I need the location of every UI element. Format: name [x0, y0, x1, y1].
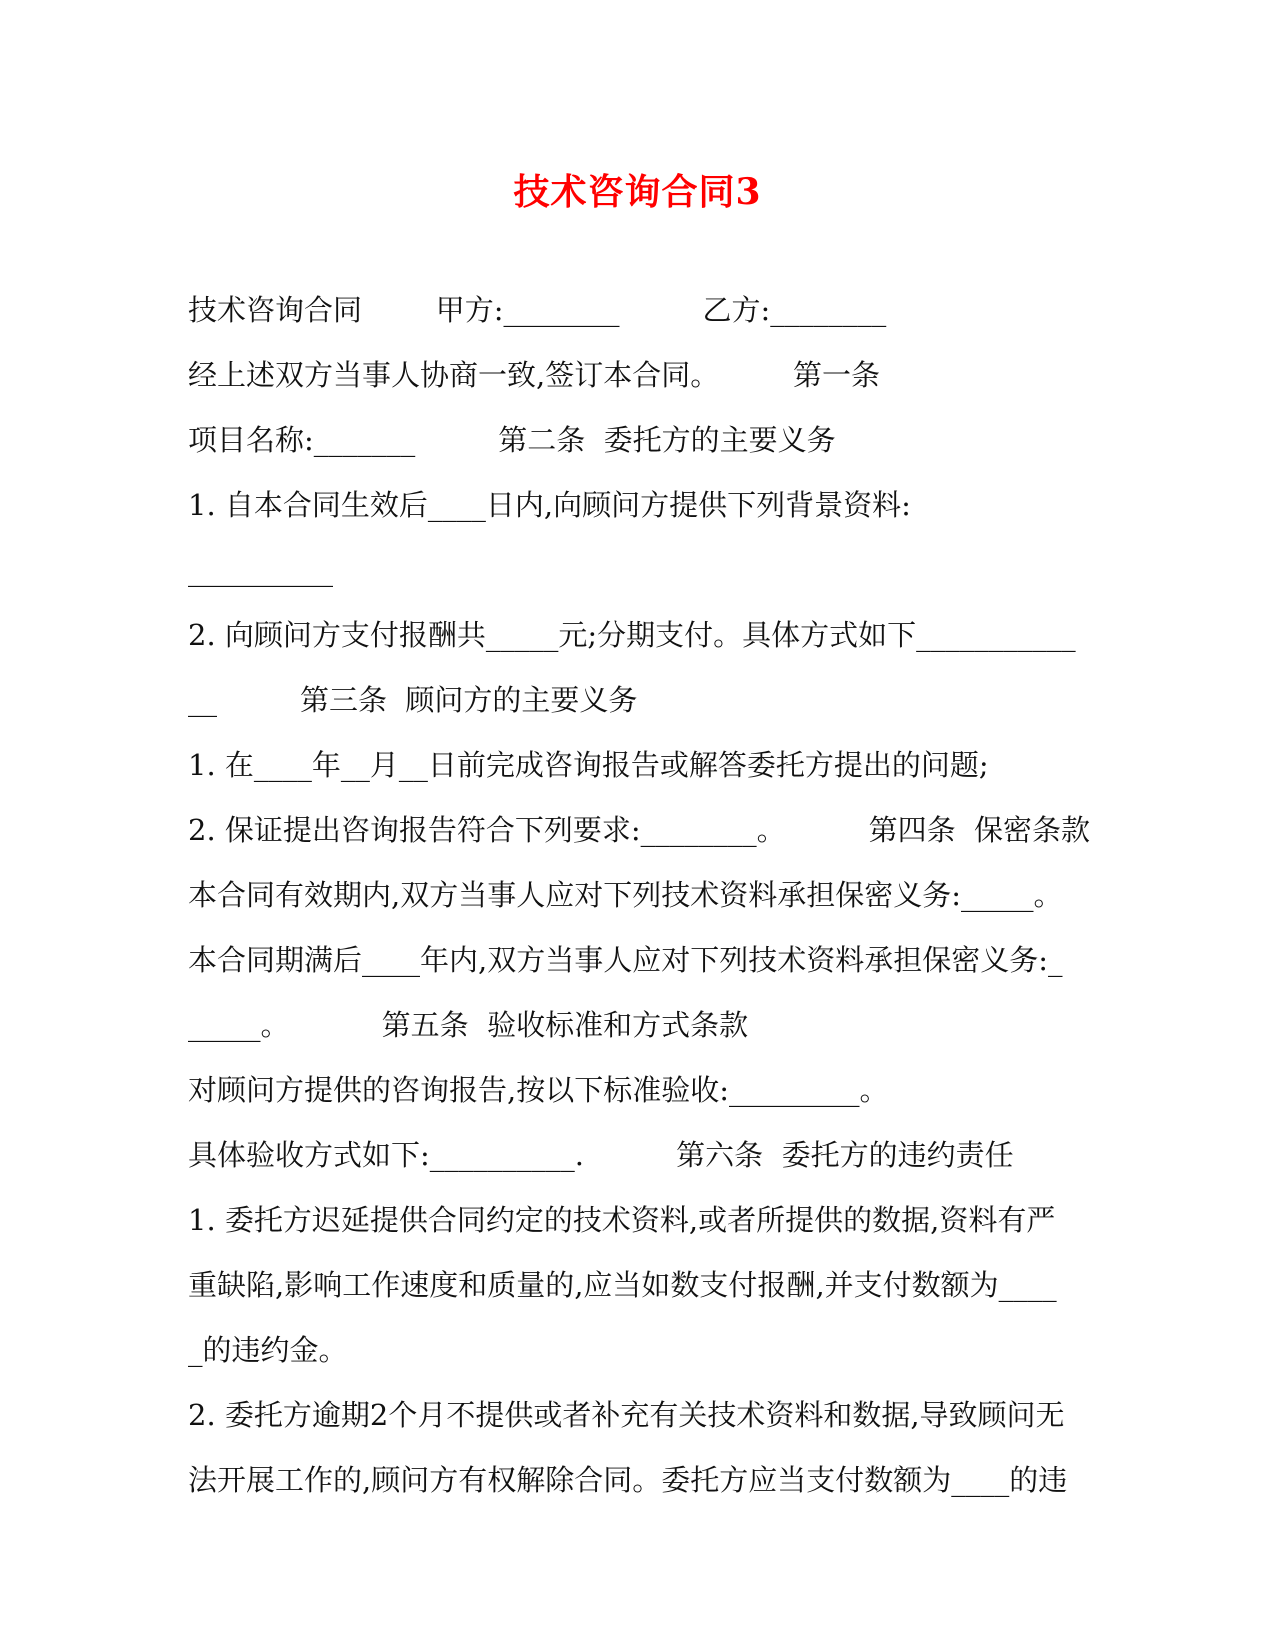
text-line: 1. 在____年__月__日前完成咨询报告或解答委托方提出的问题; — [188, 748, 989, 782]
text-line: 2. 保证提出咨询报告符合下列要求:________。 第四条 保密条款 — [188, 813, 1091, 847]
text-line: 对顾问方提供的咨询报告,按以下标准验收:_________。 — [188, 1073, 889, 1107]
text-line: 2. 向顾问方支付报酬共_____元;分期支付。具体方式如下___________ — [188, 618, 1076, 652]
text-line: 重缺陷,影响工作速度和质量的,应当如数支付报酬,并支付数额为____ — [188, 1268, 1057, 1302]
text-line: 具体验收方式如下:__________. 第六条 委托方的违约责任 — [188, 1138, 1014, 1172]
text-line: _____。 第五条 验收标准和方式条款 — [188, 1008, 749, 1042]
text-line: 本合同期满后____年内,双方当事人应对下列技术资料承担保密义务:_ — [188, 943, 1063, 977]
document-title: 技术咨询合同3 — [513, 171, 762, 213]
text-line: 项目名称:_______ 第二条 委托方的主要义务 — [188, 423, 836, 457]
text-line: __ 第三条 顾问方的主要义务 — [188, 683, 638, 717]
text-line: _的违约金。 — [188, 1333, 348, 1367]
text-line: __________ — [188, 553, 333, 587]
text-line: 2. 委托方逾期2个月不提供或者补充有关技术资料和数据,导致顾问无 — [188, 1398, 1065, 1432]
document-body — [188, 278, 1091, 1513]
text-line: 本合同有效期内,双方当事人应对下列技术资料承担保密义务:_____。 — [188, 878, 1063, 912]
text-line: 1. 委托方迟延提供合同约定的技术资料,或者所提供的数据,资料有严 — [188, 1203, 1056, 1237]
text-line: 1. 自本合同生效后____日内,向顾问方提供下列背景资料: — [188, 488, 911, 522]
text-line: 法开展工作的,顾问方有权解除合同。委托方应当支付数额为____的违 — [188, 1463, 1068, 1497]
text-line: 经上述双方当事人协商一致,签订本合同。 第一条 — [188, 358, 880, 392]
text-line: 技术咨询合同 甲方:________ 乙方:________ — [188, 293, 887, 327]
